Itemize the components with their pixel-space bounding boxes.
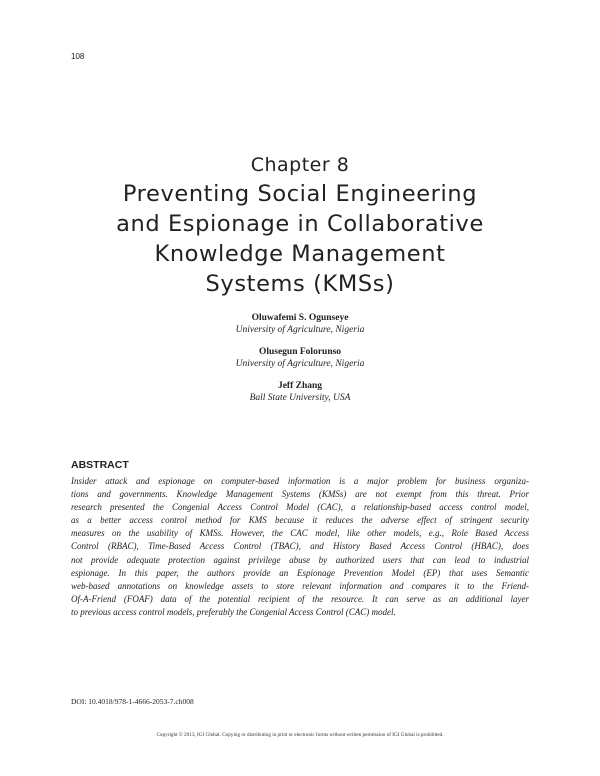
chapter-title — [0, 179, 600, 299]
title-line: Systems (KMSs) — [205, 271, 395, 297]
abstract-line: measures on the usability of KMSs. However, the CAC model, like other models, e.g., Role Based Access — [71, 528, 529, 539]
author-block — [0, 346, 600, 370]
abstract-line: Control (RBAC), Time-Based Access Control (TBAC), and History Based Access Control (HBAC), does — [71, 541, 529, 552]
author-name: Olusegun Folorunso — [258, 347, 342, 357]
abstract-line: not provide adequate protection against privilege abuse by authorized users that can lead to industrial — [71, 554, 529, 565]
author-affiliation: University of Agriculture, Nigeria — [235, 359, 365, 369]
author-affiliation: University of Agriculture, Nigeria — [235, 325, 365, 335]
title-line: and Espionage in Collaborative — [116, 211, 484, 237]
author-name: Jeff Zhang — [277, 381, 323, 391]
author-name: Oluwafemi S. Ogunseye — [251, 313, 349, 323]
copyright-notice: Copyright © 2013, IGI Global. Copying or distributing in print or electronic forms without written permission of IGI Global is prohibited. — [156, 732, 444, 738]
abstract-line: tions and governments. Knowledge Management Systems (KMSs) are not exempt from this threat. Prior — [71, 489, 529, 500]
abstract-line: web-based annotations on knowledge assets to store relevant information and compares it to the Friend- — [71, 580, 529, 591]
abstract-line: Insider attack and espionage on computer-based information is a major problem for business organiza- — [71, 476, 529, 486]
abstract-heading: ABSTRACT — [71, 459, 129, 471]
author-list — [0, 312, 600, 414]
abstract-line: Of-A-Friend (FOAF) data of the potential recipient of the resource. It can serve as an additional layer — [71, 593, 529, 604]
abstract-body — [71, 475, 529, 619]
abstract-line: research presented the Congenial Access Control Model (CAC), a relationship-based access control model, — [71, 502, 529, 513]
author-block — [0, 380, 600, 404]
chapter-label: Chapter 8 — [250, 154, 350, 176]
abstract-line: espionage. In this paper, the authors provide an Espionage Prevention Model (EP) that uses Semantic — [71, 567, 529, 578]
title-line: Knowledge Management — [154, 241, 446, 267]
author-block — [0, 312, 600, 336]
author-affiliation: Ball State University, USA — [249, 393, 351, 403]
title-line: Preventing Social Engineering — [122, 181, 478, 207]
abstract-line: as a better access control method for KMS because it reduces the adverse effect of stringent security — [71, 515, 529, 526]
page-number: 108 — [71, 52, 85, 61]
abstract-line: to previous access control models, preferably the Congenial Access Control (CAC) model. — [71, 606, 396, 617]
doi: DOI: 10.4018/978-1-4666-2053-7.ch008 — [71, 697, 194, 706]
